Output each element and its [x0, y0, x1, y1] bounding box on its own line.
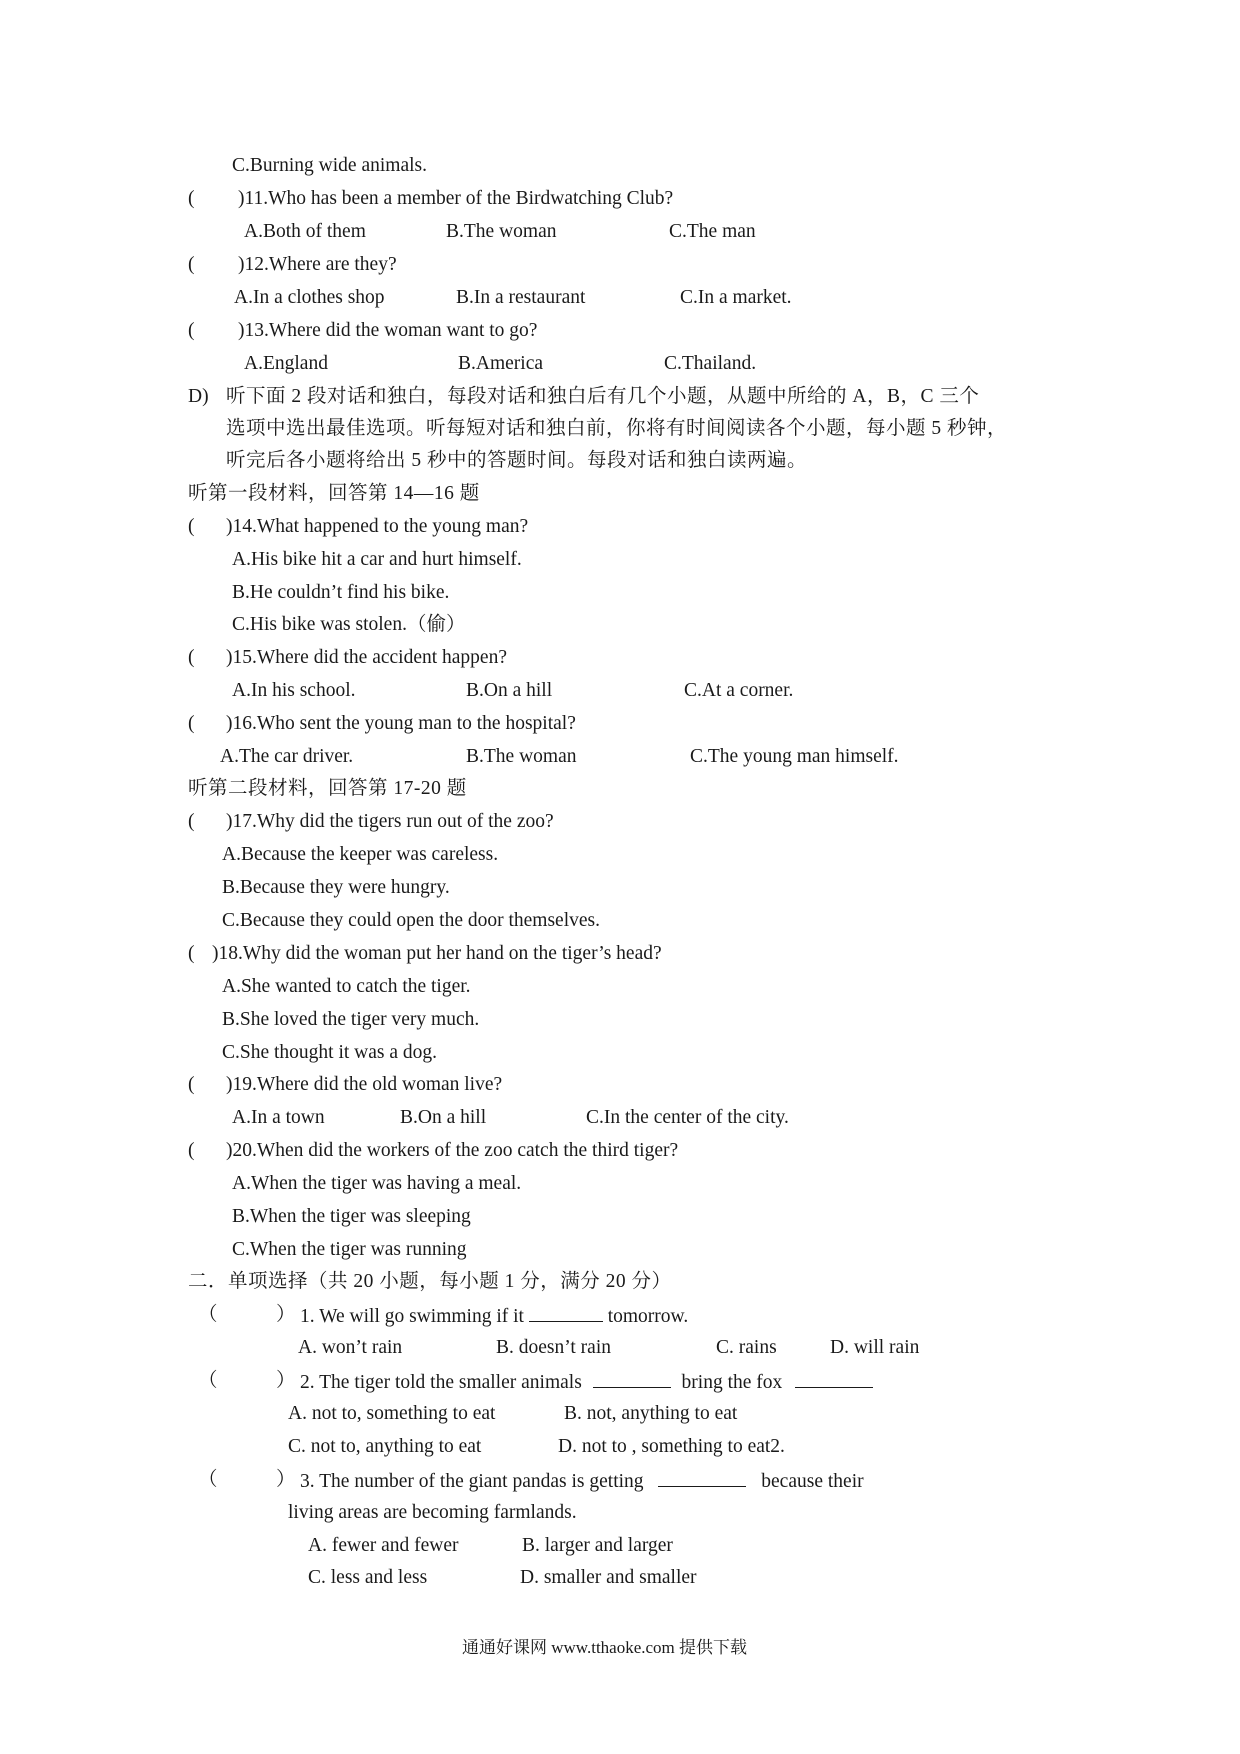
question-16: )16.Who sent the young man to the hospital?: [226, 713, 576, 734]
question-s1-before: 1. We will go swimming if it: [300, 1306, 524, 1327]
question-18: )18.Why did the woman put her hand on the tiger’s head?: [212, 943, 662, 964]
q11-option-a: A.Both of them: [244, 221, 366, 242]
q11-option-b: B.The woman: [446, 221, 557, 242]
answer-blank[interactable]: [795, 1369, 873, 1388]
q19-option-a: A.In a town: [232, 1107, 325, 1128]
answer-paren-q15[interactable]: (: [188, 647, 195, 668]
answer-paren-open-s2[interactable]: （: [198, 1370, 218, 1391]
q15-option-c: C.At a corner.: [684, 680, 794, 701]
answer-paren-q16[interactable]: (: [188, 713, 195, 734]
q16-option-c: C.The young man himself.: [690, 746, 899, 767]
question-s3-line2: living areas are becoming farmlands.: [288, 1502, 577, 1523]
q20-option-c: C.When the tiger was running: [232, 1239, 467, 1260]
section-d-instruction-line1: 听下面 2 段对话和独白，每段对话和独白后有几个小题，从题中所给的 A，B，C 三个: [226, 386, 980, 407]
q19-option-c: C.In the center of the city.: [586, 1107, 789, 1128]
option-c-q10: C.Burning wide animals.: [232, 155, 427, 176]
q19-option-b: B.On a hill: [400, 1107, 487, 1128]
q14-option-c: C.His bike was stolen.（偷）: [232, 614, 466, 635]
s2-option-a: A. not to, something to eat: [288, 1403, 496, 1424]
answer-paren-q11[interactable]: (: [188, 188, 195, 209]
question-15: )15.Where did the accident happen?: [226, 647, 507, 668]
q13-option-c: C.Thailand.: [664, 353, 757, 374]
q20-option-b: B.When the tiger was sleeping: [232, 1206, 471, 1227]
q16-option-a: A.The car driver.: [220, 746, 354, 767]
question-11: )11.Who has been a member of the Birdwatching Club?: [238, 188, 674, 209]
question-s2-mid: bring the fox: [681, 1372, 783, 1393]
q16-option-b: B.The woman: [466, 746, 577, 767]
question-s1: [300, 1303, 688, 1329]
answer-blank[interactable]: [658, 1468, 746, 1487]
answer-paren-q17[interactable]: (: [188, 811, 195, 832]
question-s1-after: tomorrow.: [607, 1306, 689, 1327]
s3-option-a: A. fewer and fewer: [308, 1535, 459, 1556]
q17-option-b: B.Because they were hungry.: [222, 877, 450, 898]
answer-paren-open-s1[interactable]: （: [198, 1304, 218, 1325]
answer-paren-q20[interactable]: (: [188, 1140, 195, 1161]
q15-option-b: B.On a hill: [466, 680, 553, 701]
question-s3-after: because their: [761, 1471, 864, 1492]
q12-option-b: B.In a restaurant: [456, 287, 586, 308]
question-19: )19.Where did the old woman live?: [226, 1074, 503, 1095]
s2-option-b: B. not, anything to eat: [564, 1403, 738, 1424]
q15-option-a: A.In his school.: [232, 680, 356, 701]
section-d-instruction-line2: 选项中选出最佳选项。听每短对话和独白前，你将有时间阅读各个小题，每小题 5 秒钟，: [226, 418, 1008, 439]
q20-option-a: A.When the tiger was having a meal.: [232, 1173, 522, 1194]
answer-blank[interactable]: [593, 1369, 671, 1388]
section-d-instruction-line3: 听完后各小题将给出 5 秒中的答题时间。每段对话和独白读两遍。: [226, 450, 808, 471]
q18-option-a: A.She wanted to catch the tiger.: [222, 976, 471, 997]
answer-blank[interactable]: [529, 1303, 603, 1322]
s1-option-b: B. doesn’t rain: [496, 1337, 612, 1358]
part1-heading: 听第一段材料，回答第 14—16 题: [188, 483, 480, 504]
q18-option-b: B.She loved the tiger very much.: [222, 1009, 480, 1030]
q17-option-a: A.Because the keeper was careless.: [222, 844, 499, 865]
q13-option-b: B.America: [458, 353, 544, 374]
question-20: )20.When did the workers of the zoo catch the third tiger?: [226, 1140, 679, 1161]
s2-option-d: D. not to , something to eat2.: [558, 1436, 785, 1457]
answer-paren-q12[interactable]: (: [188, 254, 195, 275]
answer-paren-q14[interactable]: (: [188, 516, 195, 537]
s3-option-c: C. less and less: [308, 1567, 428, 1588]
section-d-label: D): [188, 386, 209, 407]
answer-paren-q13[interactable]: (: [188, 320, 195, 341]
answer-paren-q18[interactable]: (: [188, 943, 195, 964]
part2-heading: 听第二段材料，回答第 17-20 题: [188, 778, 467, 799]
question-s2-before: 2. The tiger told the smaller animals: [300, 1372, 582, 1393]
q11-option-c: C.The man: [669, 221, 756, 242]
answer-paren-close-s3: ）: [276, 1469, 296, 1490]
q17-option-c: C.Because they could open the door themselves.: [222, 910, 600, 931]
answer-paren-close-s2: ）: [276, 1370, 296, 1391]
answer-paren-close-s1: ）: [276, 1304, 296, 1325]
s1-option-c: C. rains: [716, 1337, 777, 1358]
answer-paren-q19[interactable]: (: [188, 1074, 195, 1095]
answer-paren-open-s3[interactable]: （: [198, 1469, 218, 1490]
question-s3: [300, 1468, 864, 1494]
q12-option-c: C.In a market.: [680, 287, 792, 308]
question-12: )12.Where are they?: [238, 254, 397, 275]
s1-option-d: D. will rain: [830, 1337, 920, 1358]
s3-option-b: B. larger and larger: [522, 1535, 673, 1556]
question-s2: [300, 1369, 873, 1395]
page-footer: 通通好课网 www.tthaoke.com 提供下载: [462, 1638, 748, 1657]
question-17: )17.Why did the tigers run out of the zoo?: [226, 811, 554, 832]
s2-option-c: C. not to, anything to eat: [288, 1436, 482, 1457]
q12-option-a: A.In a clothes shop: [234, 287, 385, 308]
q14-option-b: B.He couldn’t find his bike.: [232, 582, 450, 603]
question-13: )13.Where did the woman want to go?: [238, 320, 538, 341]
question-14: )14.What happened to the young man?: [226, 516, 529, 537]
q13-option-a: A.England: [244, 353, 328, 374]
question-s3-before: 3. The number of the giant pandas is getting: [300, 1471, 644, 1492]
q14-option-a: A.His bike hit a car and hurt himself.: [232, 549, 522, 570]
s3-option-d: D. smaller and smaller: [520, 1567, 697, 1588]
s1-option-a: A. won’t rain: [298, 1337, 403, 1358]
q18-option-c: C.She thought it was a dog.: [222, 1042, 438, 1063]
section2-heading: 二．单项选择（共 20 小题，每小题 1 分，满分 20 分）: [188, 1271, 672, 1292]
